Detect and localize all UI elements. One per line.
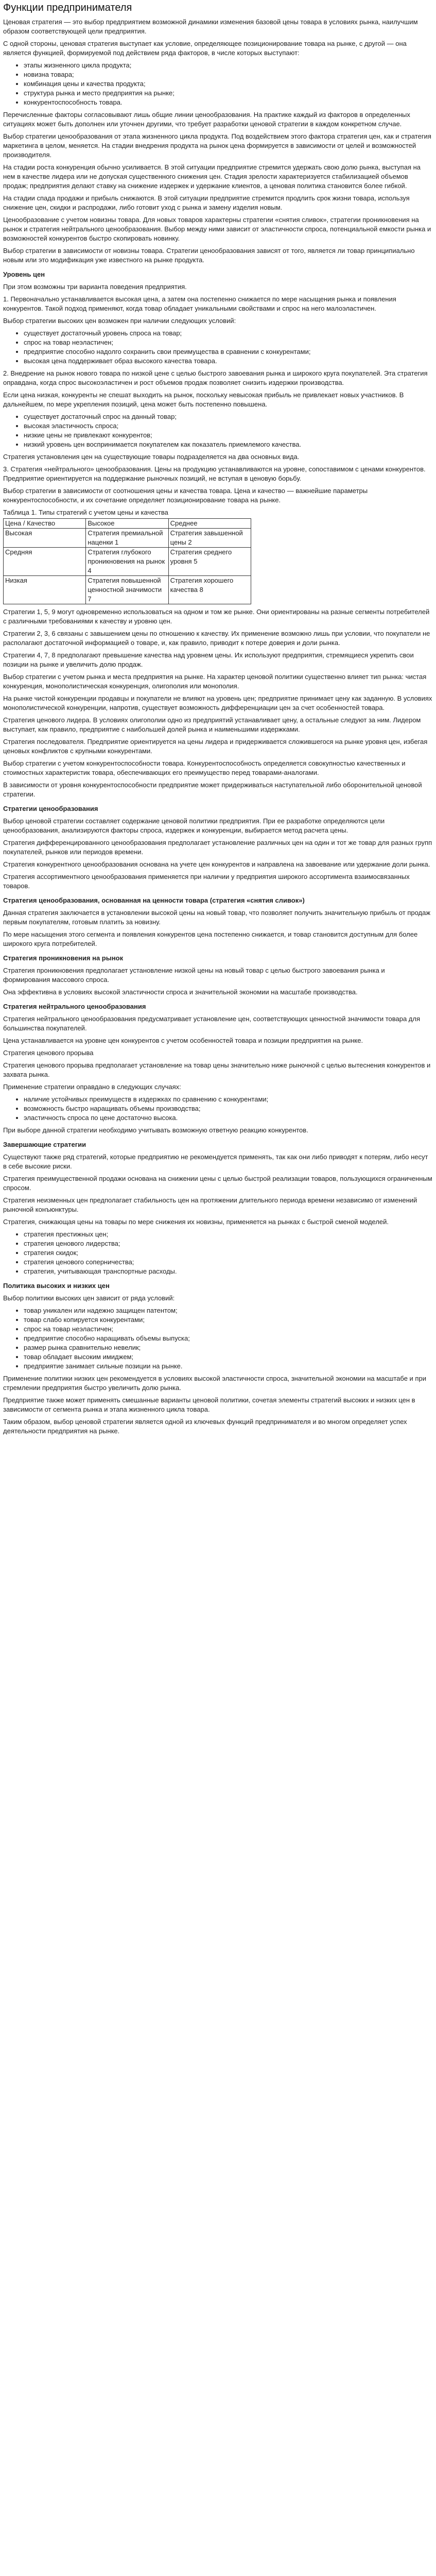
bullet-list [3, 329, 433, 366]
paragraph: Выбор стратегии с учетом рынка и места предприятия на рынке. На характер ценовой политики существенно влияет тип рынка: чистая конкуренция, монополистическая конкуренция, олигополия или монополия. [3, 673, 427, 690]
list-item: • низкие цены не привлекают конкурентов; [24, 431, 433, 440]
list-item: • размер рынка сравнительно невелик; [24, 1343, 433, 1352]
table-cell: Стратегия среднего уровня 5 [168, 548, 251, 576]
list-item: • стратегия ценового лидерства; [24, 1239, 433, 1248]
table-row [4, 529, 251, 548]
paragraph: Выбор политики высоких цен зависит от ряда условий: [3, 1294, 175, 1302]
paragraph: Стратегия проникновения предполагает установление низкой цены на новый товар с целью быстрого завоевания рынка и формирования массового спроса. [3, 967, 385, 984]
paragraph: Стратегия преимущественной продажи основана на снижении цены с целью быстрой реализации товаров, пользующихся ограниченным спросом. [3, 1175, 432, 1192]
paragraph: Выбор ценовой стратегии составляет содержание ценовой политики предприятия. При ее разработке определяются цели ценообразования, анализируются факторы спроса, издержек и конкуренции, выбирается метод расчета цены. [3, 817, 385, 834]
list-item: • наличие устойчивых преимуществ в издержках по сравнению с конкурентами; [24, 1095, 433, 1104]
list-item: • этапы жизненного цикла продукта; [24, 61, 433, 70]
section-heading: Завершающие стратегии [3, 1141, 86, 1148]
paragraph: Стратегия конкурентного ценообразования основана на учете цен конкурентов и направлена на завоевание или удержание доли рынка. [3, 860, 430, 868]
paragraph: С одной стороны, ценовая стратегия выступает как условие, определяющее позиционирование товара на рынке, с другой — она является функцией, формируемой под действием ряда факторов, в числе которых выступают: [3, 40, 407, 57]
bullet-list [3, 412, 433, 449]
list-item: • предприятие занимает сильные позиции на рынке. [24, 1362, 433, 1371]
list-item: • существует достаточный уровень спроса на товар; [24, 329, 433, 338]
list-item: • возможность быстро наращивать объемы производства; [24, 1104, 433, 1113]
table-cell: Стратегия глубокого проникновения на рынок 4 [86, 548, 168, 576]
table-cell: Средняя [4, 548, 86, 576]
paragraph: Выбор стратегии высоких цен возможен при наличии следующих условий: [3, 317, 236, 325]
table-cell: Стратегия премиальной наценки 1 [86, 529, 168, 548]
section-heading: Стратегия нейтрального ценообразования [3, 1003, 146, 1010]
paragraph: 2. Внедрение на рынок нового товара по низкой цене с целью быстрого завоевания рынка и широкого круга покупателей. Эта стратегия оправдана, когда спрос высокоэластичен и рост объемов продаж позволяет снизить издержки производства. [3, 369, 428, 386]
paragraph: Выбор стратегии в зависимости от новизны товара. Стратегии ценообразования зависят от того, является ли товар принципиально новым или это модификация уже известного на рынке продукта. [3, 247, 415, 264]
paragraph: Стратегия, снижающая цены на товары по мере снижения их новизны, применяется на рынках с быстрой сменой моделей. [3, 1218, 389, 1226]
paragraph: На рынке чистой конкуренции продавцы и покупатели не влияют на уровень цен; предприятие принимает цену как заданную. В условиях монополистической конкуренции, напротив, существует возможность дифференциации цен за счет особенностей товара. [3, 694, 432, 711]
paragraph: Она эффективна в условиях высокой эластичности спроса и значительной экономии на масштабе производства. [3, 988, 358, 996]
list-item: • товар слабо копируется конкурентами; [24, 1315, 433, 1325]
table-row [4, 576, 251, 604]
list-item: • товар уникален или надежно защищен патентом; [24, 1306, 433, 1315]
list-item: • товар обладает высоким имиджем; [24, 1352, 433, 1362]
section-heading: Стратегии ценообразования [3, 805, 98, 812]
bullet-list [3, 1306, 433, 1371]
section-heading: Политика высоких и низких цен [3, 1282, 110, 1290]
paragraph: Стратегия дифференцированного ценообразования предполагает установление различных цен на один и тот же товар для разных групп покупателей, рынков или периодов времени. [3, 839, 432, 856]
paragraph: Выбор стратегии ценообразования от этапа жизненного цикла продукта. Под воздействием этого фактора стратегия цен, как и стратегия маркетинга в целом, меняется. На стадии внедрения продукта на рынок цена формируется в зависимости от целей и возможностей производителя. [3, 132, 431, 159]
paragraph: Стратегии 4, 7, 8 предполагают превышение качества над уровнем цены. Их используют предприятия, стремящиеся укрепить свои позиции на рынке и увеличить долю продаж. [3, 651, 414, 668]
list-item: • предприятие способно наращивать объемы выпуска; [24, 1334, 433, 1343]
section-heading: Стратегия проникновения на рынок [3, 954, 124, 962]
list-item: • низкий уровень цен воспринимается покупателем как показатель приемлемого качества. [24, 440, 433, 449]
paragraph: Цена устанавливается на уровне цен конкурентов с учетом особенностей товара и позиции предприятия на рынке. [3, 1037, 363, 1044]
paragraph: При этом возможны три варианта поведения предприятия. [3, 283, 187, 291]
paragraph: Стратегия ценового лидера. В условиях олигополии одно из предприятий устанавливает цену, а остальные следуют за ним. Лидером выступает, как правило, предприятие с наибольшей долей рынка и наименьшими издержками. [3, 716, 421, 733]
paragraph: Перечисленные факторы согласовывают лишь общие линии ценообразования. На практике каждый из факторов в определенных ситуациях может быть дополнен или уточнен другими, что требует разработки ценовой стратегии в каждом конкретном случае. [3, 111, 410, 128]
paragraph: Выбор стратегии с учетом конкурентоспособности товара. Конкурентоспособность определяется совокупностью качественных и стоимостных характеристик товара, обеспечивающих его преимущество перед товарами-аналогами. [3, 759, 406, 776]
table-row [4, 519, 251, 529]
paragraph: Применение стратегии оправдано в следующих случаях: [3, 1083, 181, 1091]
paragraph: 3. Стратегия «нейтрального» ценообразования. Цены на продукцию устанавливаются на уровне, сопоставимом с ценами конкурентов. Предприятие ориентируется на поддержание рыночных позиций, не вступая в ценовую борьбу. [3, 465, 426, 482]
paragraph: Ценообразование с учетом новизны товара. Для новых товаров характерны стратегии «снятия сливок», стратегии проникновения на рынок и стратегия нейтрального ценообразования. Выбор между ними зависит от эластичности спроса, потенциальной емкости рынка и возможностей конкурентов быстро скопировать новинку. [3, 216, 431, 242]
paragraph: Применение политики низких цен рекомендуется в условиях высокой эластичности спроса, значительной экономии на масштабе и при стремлении предприятия быстро увеличить долю рынка. [3, 1375, 426, 1392]
paragraph: Таким образом, выбор ценовой стратегии является одной из ключевых функций предпринимателя и во многом определяет успех деятельности предприятия на рынке. [3, 1418, 407, 1435]
table-caption: Таблица 1. Типы стратегий с учетом цены и качества [3, 509, 168, 516]
paragraph: Стратегии 2, 3, 6 связаны с завышением цены по отношению к качеству. Их применение возможно лишь при условии, что покупатели не располагают достаточной информацией о товаре, и, как правило, приводит к потере доверия и доли рынка. [3, 630, 430, 647]
list-item: • стратегия престижных цен; [24, 1230, 433, 1239]
paragraph: В зависимости от уровня конкурентоспособности предприятие может придерживаться наступательной либо оборонительной ценовой стратегии. [3, 781, 422, 798]
list-item: • стратегия ценового соперничества; [24, 1258, 433, 1267]
list-item: • существует достаточный спрос на данный товар; [24, 412, 433, 421]
list-item: • конкурентоспособность товара. [24, 98, 433, 107]
paragraph: На стадии спада продажи и прибыль снижаются. В этой ситуации предприятие стремится продлить срок жизни товара, используя снижение цен, скидки и распродажи, либо готовит уход с рынка и замену изделия новым. [3, 194, 410, 211]
table-cell: Цена / Качество [4, 519, 86, 529]
list-item: • структура рынка и место предприятия на рынке; [24, 89, 433, 98]
paragraph: По мере насыщения этого сегмента и появления конкурентов цена постепенно снижается, и товар становится доступным для более широкого круга потребителей. [3, 930, 418, 947]
section-heading: Стратегия ценообразования, основанная на ценности товара (стратегия «снятия сливок») [3, 896, 305, 904]
bullet-list [3, 1230, 433, 1276]
bullet-list [3, 61, 433, 107]
table-cell: Стратегия завышенной цены 2 [168, 529, 251, 548]
list-item: • предприятие способно надолго сохранить свои преимущества в сравнении с конкурентами; [24, 347, 433, 357]
list-item: • высокая эластичность спроса; [24, 421, 433, 431]
list-item: • эластичность спроса по цене достаточно высока. [24, 1113, 433, 1123]
document-body [3, 18, 433, 1436]
paragraph: На стадии роста конкуренция обычно усиливается. В этой ситуации предприятие стремится удержать свою долю рынка, выступая на нем в качестве лидера или не допуская существенного снижения цен. Стадия зрелости характеризуется стабилизацией объемов продаж; предприятия делают ставку на снижение издержек и удержание клиентов, а ценовая политика становится более гибкой. [3, 163, 421, 190]
table-cell: Высокая [4, 529, 86, 548]
paragraph: Ценовая стратегия — это выбор предприятием возможной динамики изменения базовой цены товара в условиях рынка, наилучшим образом соответствующей цели предприятия. [3, 18, 418, 35]
list-item: • новизна товара; [24, 70, 433, 79]
paragraph: 1. Первоначально устанавливается высокая цена, а затем она постепенно снижается по мере насыщения рынка и появления конкурентов. Такой подход применяют, когда товар обладает уникальными свойствами и спрос на него малоэластичен. [3, 295, 396, 312]
paragraph: Стратегия ассортиментного ценообразования применяется при наличии у предприятия широкого ассортимента взаимосвязанных товаров. [3, 873, 410, 890]
list-item: • спрос на товар неэластичен; [24, 1325, 433, 1334]
paragraph: Данная стратегия заключается в установлении высокой цены на новый товар, что позволяет получить значительную прибыль от продаж первым покупателям, готовым платить за новизну. [3, 909, 431, 926]
document [0, 1, 436, 1436]
paragraph: Выбор стратегии в зависимости от соотношения цены и качества товара. Цена и качество — важнейшие параметры конкурентоспособности, и их сочетание определяет позиционирование товара на рынке. [3, 487, 368, 504]
list-item: • высокая цена поддерживает образ высокого качества товара. [24, 357, 433, 366]
table-row [4, 548, 251, 576]
table-cell: Высокое [86, 519, 168, 529]
paragraph: Стратегия неизменных цен предполагает стабильность цен на протяжении длительного периода времени независимо от изменений рыночной конъюнктуры. [3, 1196, 417, 1213]
table-cell: Стратегия повышенной ценностной значимости 7 [86, 576, 168, 604]
paragraph: Существуют также ряд стратегий, которые предприятию не рекомендуется применять, так как они либо приводят к потерям, либо несут в себе высокие риски. [3, 1153, 428, 1170]
table-cell: Среднее [168, 519, 251, 529]
list-item: • стратегия, учитывающая транспортные расходы. [24, 1267, 433, 1276]
table-cell: Низкая [4, 576, 86, 604]
paragraph: Предприятие также может применять смешанные варианты ценовой политики, сочетая элементы стратегий высоких и низких цен в зависимости от сегмента рынка и этапа жизненного цикла товара. [3, 1396, 415, 1413]
strategy-table [3, 518, 251, 604]
section-heading: Уровень цен [3, 270, 45, 278]
page-title: Функции предпринимателя [3, 2, 132, 13]
list-item: • спрос на товар неэластичен; [24, 338, 433, 347]
paragraph: Стратегия ценового прорыва предполагает установление на товар цены значительно ниже рыночной с целью вытеснения конкурентов и захвата рынка. [3, 1061, 431, 1078]
list-item: • комбинация цены и качества продукта; [24, 79, 433, 89]
table-cell: Стратегия хорошего качества 8 [168, 576, 251, 604]
paragraph: Стратегия последователя. Предприятие ориентируется на цены лидера и придерживается сложившегося на рынке уровня цен, избегая ценовых конфликтов с крупными конкурентами. [3, 738, 428, 755]
paragraph: Если цена низкая, конкуренты не спешат выходить на рынок, поскольку невысокая прибыль не привлекает новых участников. В дальнейшем, по мере укрепления позиций, цена может быть постепенно повышена. [3, 391, 404, 408]
paragraph: Стратегия нейтрального ценообразования предусматривает установление цен, соответствующих ценностной значимости товара для большинства покупателей. [3, 1015, 421, 1032]
paragraph: При выборе данной стратегии необходимо учитывать возможную ответную реакцию конкурентов. [3, 1126, 308, 1134]
paragraph: Стратегия установления цен на существующие товары подразделяется на два основных вида. [3, 453, 300, 461]
paragraph: Стратегия ценового прорыва [3, 1049, 94, 1057]
list-item: • стратегия скидок; [24, 1248, 433, 1258]
paragraph: Стратегии 1, 5, 9 могут одновременно использоваться на одном и том же рынке. Они ориентированы на разные сегменты потребителей с различными требованиями к качеству и уровню цен. [3, 608, 430, 625]
bullet-list [3, 1095, 433, 1123]
